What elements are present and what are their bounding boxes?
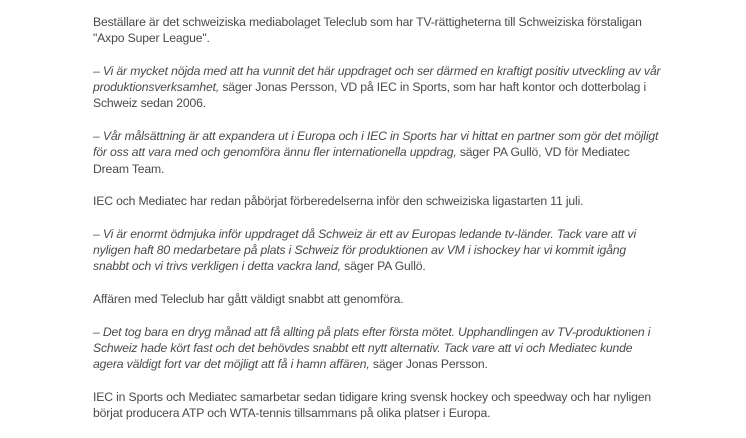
paragraph-5 xyxy=(93,226,663,275)
paragraph-1 xyxy=(93,14,663,47)
paragraph-text: IEC och Mediatec har redan påbörjat förberedelserna inför den schweiziska ligastarten 11 juli. xyxy=(93,194,584,209)
quote-text: – Det tog bara en dryg månad att få allting på plats efter första mötet. Upphandlingen av TV-produktionen i Schweiz hade kört fast och det behövdes snabbt ett nytt alternativ. Tack vare att vi och Mediatec kunde agera väldigt fort var det möjligt att få i hamn affären, xyxy=(93,324,651,372)
paragraph-text: säger Jonas Persson, VD på IEC in Sports, som har haft kontor och dotterbolag i Schweiz sedan 2006. xyxy=(93,80,647,111)
paragraph-text: säger PA Gullö, VD för Mediatec Dream Team. xyxy=(93,145,630,176)
quote-text: – Vår målsättning är att expandera ut i Europa och i IEC in Sports har vi hittat en partner som gör det möjligt för oss att vara med och genomföra ännu fler internationella uppdrag, xyxy=(93,129,659,160)
paragraph-7 xyxy=(93,324,663,373)
paragraph-text: säger PA Gullö. xyxy=(340,259,426,274)
quote-text: – Vi är mycket nöjda med att ha vunnit det här uppdraget och ser därmed en kraftigt positiv utveckling av vår produktionsverksamhet, xyxy=(93,63,661,95)
paragraph-8 xyxy=(93,389,663,422)
paragraph-6 xyxy=(93,291,663,307)
article-body xyxy=(93,14,663,438)
paragraph-2 xyxy=(93,63,663,112)
paragraph-text: IEC in Sports och Mediatec samarbetar sedan tidigare kring svensk hockey och speedway och har nyligen börjat producera ATP och WTA-tennis tillsammans på olika platser i Europa. xyxy=(93,389,651,421)
paragraph-text: säger Jonas Persson. xyxy=(369,357,488,372)
paragraph-text: Affären med Teleclub har gått väldigt snabbt att genomföra. xyxy=(93,292,404,307)
paragraph-4 xyxy=(93,193,663,209)
paragraph-text: Beställare är det schweiziska mediabolaget Teleclub som har TV-rättigheterna till Schweiziska förstaligan "Axpo Super League". xyxy=(93,15,642,46)
paragraph-3 xyxy=(93,128,663,177)
quote-text: – Vi är enormt ödmjuka inför uppdraget då Schweiz är ett av Europas ledande tv-länder. Tack vare att vi nyligen haft 80 medarbetare på plats i Schweiz för produktionen av VM i ishockey har vi kommit igång snabbt och vi trivs verkligen i detta vackra land, xyxy=(93,226,636,274)
